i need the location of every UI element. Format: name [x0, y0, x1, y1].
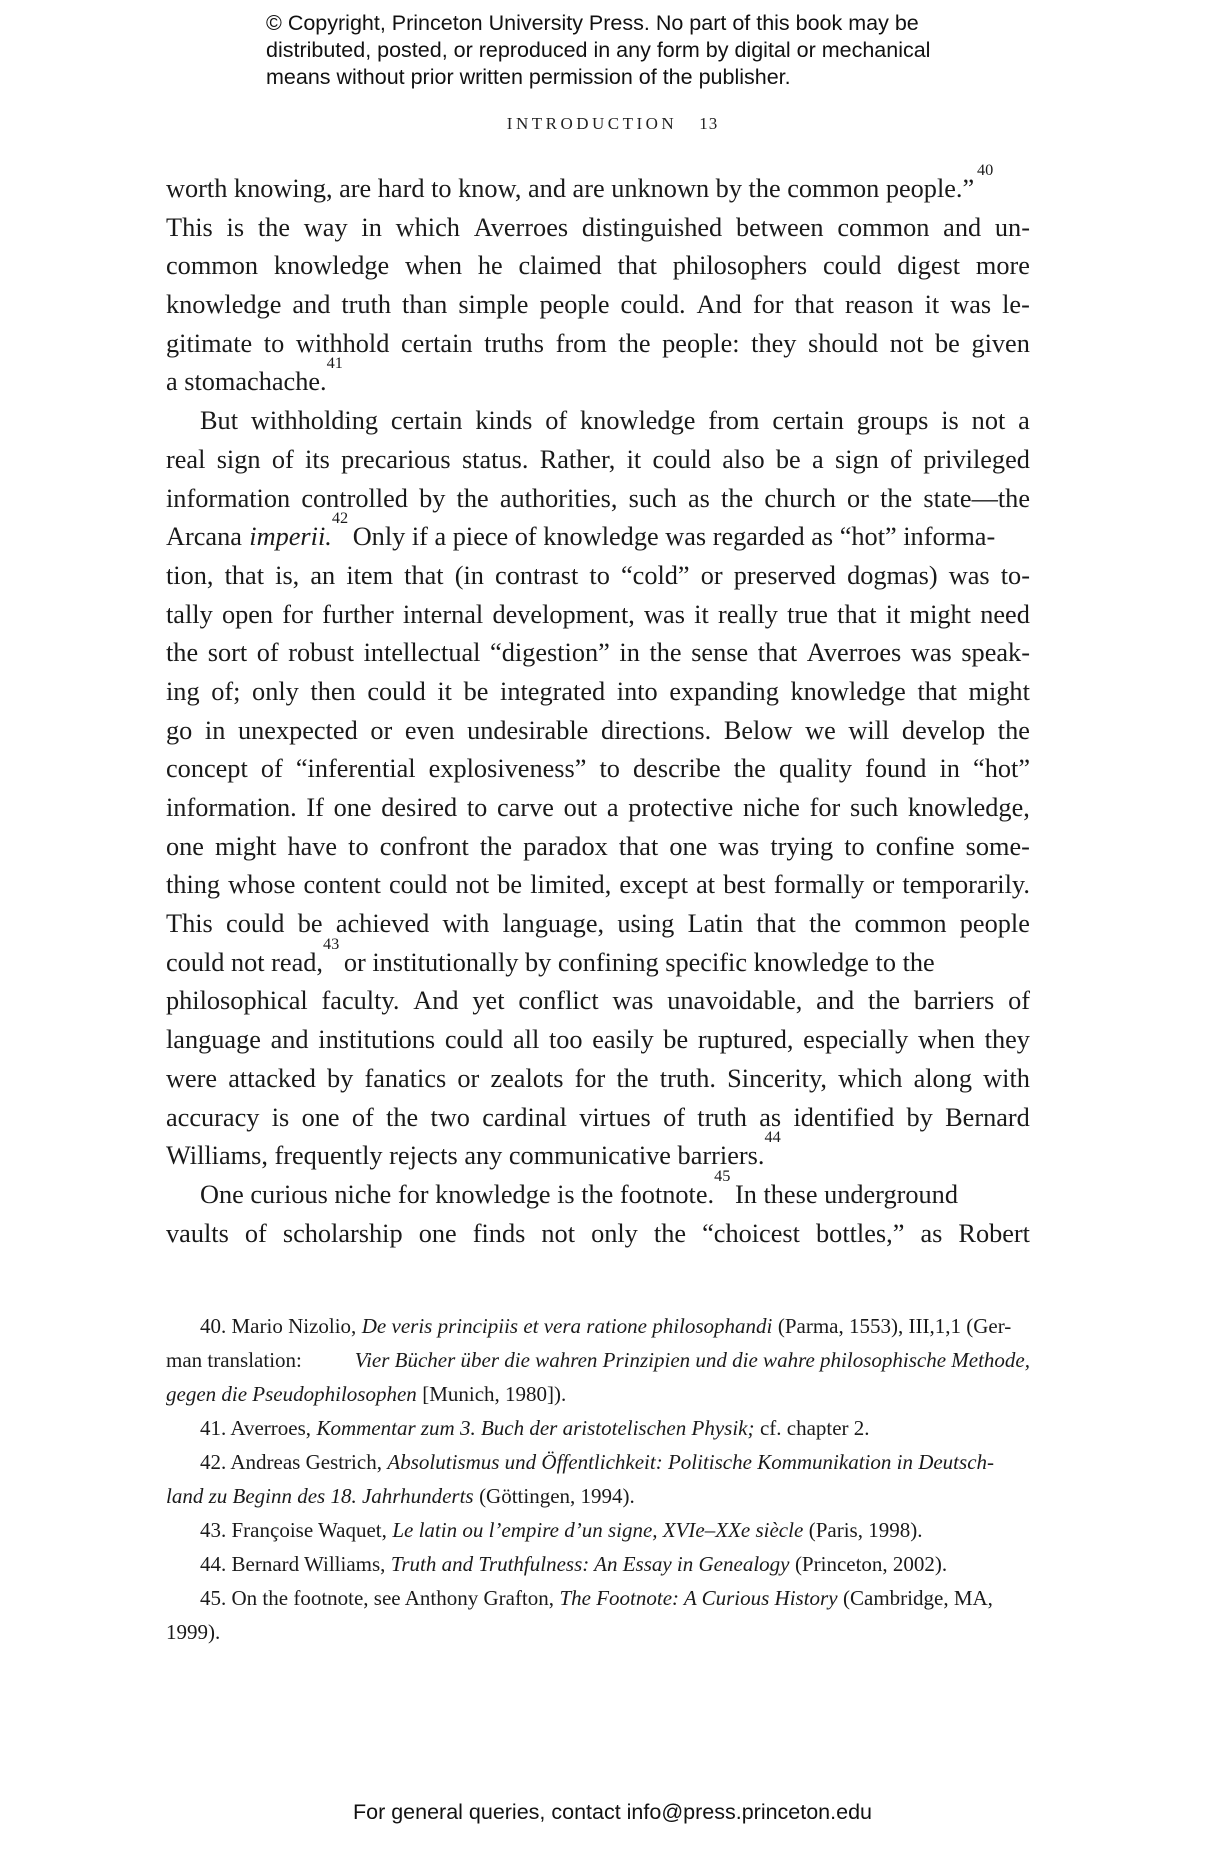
footnote-line [166, 1377, 1030, 1411]
text-line: This could be achieved with language, using Latin that the common people [166, 909, 1030, 939]
footnotes [166, 1309, 1030, 1649]
text-line: tally open for further internal development, was it really true that it might need [166, 599, 1030, 629]
footnote-text: 42. Andreas Gestrich, [200, 1450, 382, 1474]
running-head [0, 114, 1225, 134]
text-line: common knowledge when he claimed that philosophers could digest more [166, 251, 1030, 281]
note-reference: 40 [976, 160, 994, 179]
note-reference: 45 [714, 1165, 731, 1185]
text-run: One curious niche for knowledge is the footnote. [200, 1179, 715, 1209]
footnote-title: gegen die Pseudophilosophen [166, 1382, 417, 1406]
text-run: a stomachache. [166, 367, 327, 397]
text-line: gitimate to withhold certain truths from the people: they should not be given [166, 328, 1030, 358]
text-line: information. If one desired to carve out a protective niche for such knowledge, [166, 793, 1030, 822]
text-run: could not read, [166, 947, 323, 977]
footnote-title: The Footnote: A Curious History [559, 1586, 838, 1610]
text-line: language and institutions could all too easily be ruptured, especially when they [166, 1025, 1030, 1055]
note-reference: 43 [323, 933, 340, 953]
text-line: philosophical faculty. And yet conflict was unavoidable, and the barriers of [166, 986, 1030, 1016]
copyright-notice [266, 10, 1026, 91]
footnote-line [166, 1343, 1030, 1377]
footnote-text: (Cambridge, MA, [843, 1586, 993, 1610]
text-line [166, 1127, 1030, 1176]
text-run: Only if a piece of knowledge was regarded as “hot” informa- [352, 522, 996, 552]
text-line: accuracy is one of the two cardinal virtues of truth as identified by Bernard [166, 1102, 1030, 1132]
footnote-42 [166, 1445, 1030, 1479]
footnote-text: 44. Bernard Williams, [200, 1552, 386, 1576]
text-line: concept of “inferential explosiveness” to describe the quality found in “hot” [166, 754, 1030, 784]
note-reference: 44 [764, 1127, 781, 1147]
text-run: or institutionally by confining specific knowledge to the [343, 947, 935, 977]
text-run: Arcana [166, 522, 242, 552]
text-line [166, 353, 1030, 402]
footnote-text: [Munich, 1980]). [422, 1382, 567, 1406]
text-line: the sort of robust intellectual “digestion” in the sense that Averroes was speak- [166, 638, 1030, 668]
body-text [166, 160, 1030, 1253]
text-line: one might have to confront the paradox that one was trying to confine some- [166, 831, 1030, 861]
footnote-title: Vier Bücher über die wahren Prinzipien und die wahre philosophische Methode, [354, 1348, 1030, 1372]
footnote-text: (Parma, 1553), III,1,1 (Ger- [777, 1314, 1012, 1338]
footnote-text: 43. Françoise Waquet, [200, 1518, 387, 1542]
text-line: information controlled by the authorities, such as the church or the state—the [166, 483, 1030, 513]
text-line: ing of; only then could it be integrated into expanding knowledge that might [166, 676, 1030, 706]
text-line [166, 160, 1030, 209]
copyright-line: © Copyright, Princeton University Press. No part of this book may be [266, 11, 919, 35]
text-line: vaults of scholarship one finds not only the “choicest bottles,” as Robert [166, 1218, 1030, 1248]
footnote-title: land zu Beginn des 18. Jahrhunderts [166, 1484, 474, 1508]
text-run: In these underground [734, 1179, 958, 1209]
copyright-line: distributed, posted, or reproduced in any form by digital or mechanical [266, 38, 931, 62]
text-line [166, 508, 1030, 557]
copyright-line: means without prior written permission of the publisher. [266, 65, 791, 89]
footnote-text: 40. Mario Nizolio, [200, 1314, 357, 1338]
footnote-line: 1999). [166, 1620, 221, 1644]
text-line: knowledge and truth than simple people could. And for that reason it was le- [166, 290, 1030, 320]
text-line: thing whose content could not be limited, except at best formally or temporarily. [166, 870, 1030, 900]
footnote-title: Kommentar zum 3. Buch der aristotelischen Physik; [316, 1416, 755, 1440]
text-run: Williams, frequently rejects any communicative barriers. [166, 1141, 765, 1171]
footnote-text: man translation: [166, 1348, 302, 1372]
note-reference: 41 [326, 353, 343, 373]
footnote-45 [166, 1581, 1030, 1615]
footnote-title: Truth and Truthfulness: An Essay in Genealogy [390, 1552, 790, 1576]
contact-footer: For general queries, contact info@press.princeton.edu [352, 1800, 872, 1824]
note-reference: 42 [331, 508, 349, 528]
footnote-text: (Paris, 1998). [808, 1518, 923, 1542]
footnote-line [166, 1479, 1030, 1513]
text-run: worth knowing, are hard to know, and are unknown by the common people.” [166, 174, 975, 203]
footnote-text: cf. chapter 2. [759, 1416, 870, 1440]
paragraph-start [166, 1165, 1030, 1215]
footnote-43 [166, 1513, 1030, 1547]
footnote-title: Absolutismus und Öffentlichkeit: Politische Kommunikation in Deutsch- [387, 1450, 995, 1474]
footnote-40 [166, 1309, 1030, 1343]
footnote-41 [166, 1411, 1030, 1445]
text-line [166, 933, 1030, 983]
footnote-title: Le latin ou l’empire d’un signe, XVIe–XXe siècle [392, 1518, 804, 1542]
text-line: This is the way in which Averroes distinguished between common and un- [166, 212, 1030, 242]
page-number: 13 [699, 114, 719, 133]
italic-term: imperii. [249, 522, 332, 552]
footnote-text: 41. Averroes, [200, 1416, 311, 1440]
footnote-title: De veris principiis et vera ratione philosophandi [361, 1314, 773, 1338]
text-line: real sign of its precarious status. Rather, it could also be a sign of privileged [166, 444, 1030, 474]
text-line: tion, that is, an item that (in contrast to “cold” or preserved dogmas) was to- [166, 560, 1030, 590]
text-line: go in unexpected or even undesirable directions. Below we will develop the [166, 715, 1030, 745]
paragraph-start: But withholding certain kinds of knowledge from certain groups is not a [200, 406, 1030, 436]
text-line: were attacked by fanatics or zealots for the truth. Sincerity, which along with [166, 1063, 1030, 1093]
footnote-text: (Göttingen, 1994). [479, 1484, 635, 1508]
footnote-text: (Princeton, 2002). [794, 1552, 948, 1576]
footnote-44 [166, 1547, 1030, 1581]
chapter-title: INTRODUCTION [506, 114, 678, 133]
footnote-text: 45. On the footnote, see Anthony Grafton, [200, 1586, 555, 1610]
